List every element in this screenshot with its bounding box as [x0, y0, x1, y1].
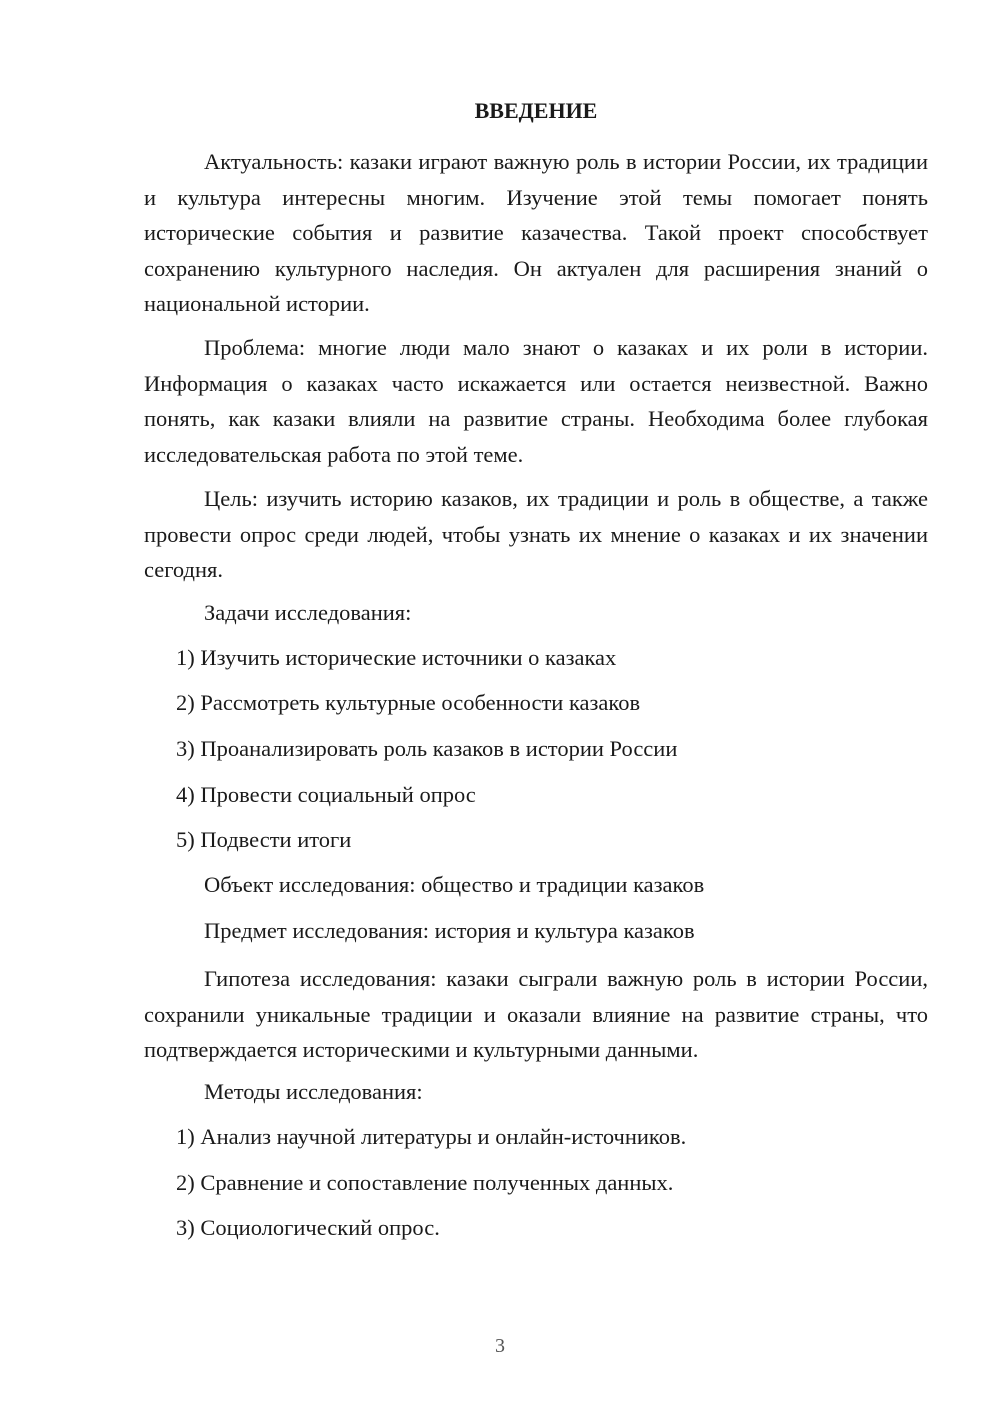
- method-item: 2) Сравнение и сопоставление полученных данных.: [176, 1170, 674, 1195]
- goal-paragraph: Цель: изучить историю казаков, их традиции и роль в обществе, а также провести опрос среди людей, чтобы узнать их мнение о казаках и их значении сегодня.: [144, 486, 928, 582]
- page-heading: ВВЕДЕНИЕ: [474, 98, 598, 123]
- task-item: 2) Рассмотреть культурные особенности казаков: [176, 690, 641, 715]
- research-subject: Предмет исследования: история и культура казаков: [204, 918, 695, 943]
- method-item: 3) Социологический опрос.: [176, 1215, 440, 1240]
- task-item: 3) Проанализировать роль казаков в истории России: [176, 736, 678, 761]
- relevance-paragraph: Актуальность: казаки играют важную роль в истории России, их традиции и культура интересны многим. Изучение этой темы помогает понять исторические события и развитие казачества. Такой проект способствует сохранению культурного наследия. Он актуален для расширения знаний о национальной истории.: [144, 149, 928, 316]
- task-item: 1) Изучить исторические источники о казаках: [176, 645, 617, 670]
- research-object: Объект исследования: общество и традиции казаков: [204, 872, 705, 897]
- problem-paragraph: Проблема: многие люди мало знают о казаках и их роли в истории. Информация о казаках часто искажается или остается неизвестной. Важно понять, как казаки влияли на развитие страны. Необходима более глубокая исследовательская работа по этой теме.: [144, 335, 928, 467]
- task-item: 5) Подвести итоги: [176, 827, 352, 852]
- method-item: 1) Анализ научной литературы и онлайн-источников.: [176, 1124, 687, 1149]
- tasks-title: Задачи исследования:: [204, 600, 412, 625]
- hypothesis-paragraph: Гипотеза исследования: казаки сыграли важную роль в истории России, сохранили уникальные традиции и оказали влияние на развитие страны, что подтверждается историческими и культурными данными.: [144, 966, 928, 1062]
- page-number: 3: [495, 1335, 505, 1357]
- methods-title: Методы исследования:: [204, 1079, 423, 1104]
- task-item: 4) Провести социальный опрос: [176, 782, 476, 807]
